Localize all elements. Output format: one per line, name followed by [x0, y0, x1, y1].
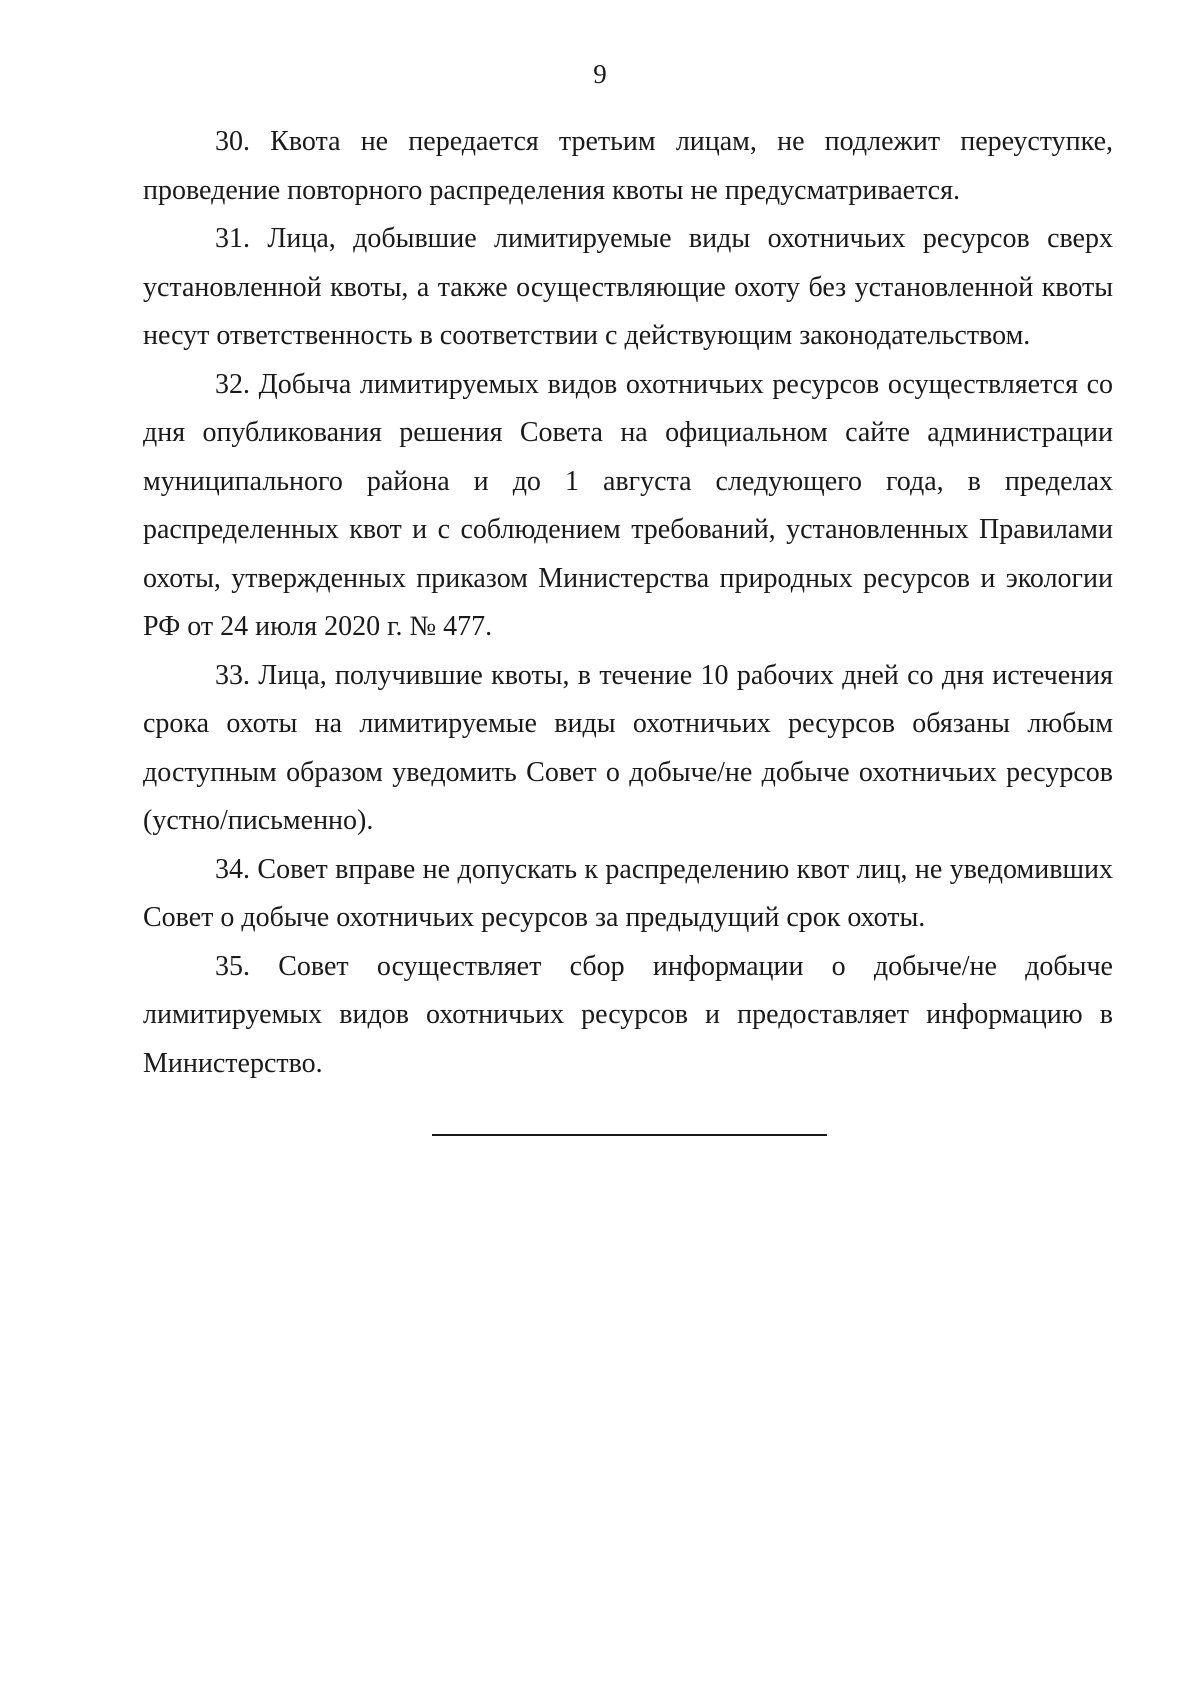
end-separator-line — [432, 1134, 827, 1136]
paragraph-35: 35. Совет осуществляет сбор информации о добыче/не добыче лимитируемых видов охотничьих ресурсов и предоставляет информацию в Министерство. — [143, 950, 1113, 1079]
page-number: 9 — [593, 59, 607, 89]
paragraph-32: 32. Добыча лимитируемых видов охотничьих ресурсов осуществляется со дня опубликования решения Совета на официальном сайте администрации муниципального района и до 1 августа следующего года, в пределах распределенных квот и с соблюдением требований, установленных Правилами охоты, утвержденных приказом Министерства природных ресурсов и экологии РФ от 24 июля 2020 г. № 477. — [143, 368, 1113, 642]
paragraph-30: 30. Квота не передается третьим лицам, не подлежит переуступке, проведение повторного распределения квоты не предусматривается. — [143, 126, 1113, 206]
paragraph-33: 33. Лица, получившие квоты, в течение 10 рабочих дней со дня истечения срока охоты на лимитируемые виды охотничьих ресурсов обязаны любым доступным образом уведомить Совет о добыче/не добыче охотничьих ресурсов (устно/письменно). — [143, 659, 1113, 836]
paragraph-31: 31. Лица, добывшие лимитируемые виды охотничьих ресурсов сверх установленной квоты, а также осуществляющие охоту без установленной квоты несут ответственность в соответствии с действующим законодательством. — [143, 223, 1113, 351]
document-body — [143, 118, 1113, 1088]
paragraph-34: 34. Совет вправе не допускать к распределению квот лиц, не уведомивших Совет о добыче охотничьих ресурсов за предыдущий срок охоты. — [143, 853, 1113, 933]
